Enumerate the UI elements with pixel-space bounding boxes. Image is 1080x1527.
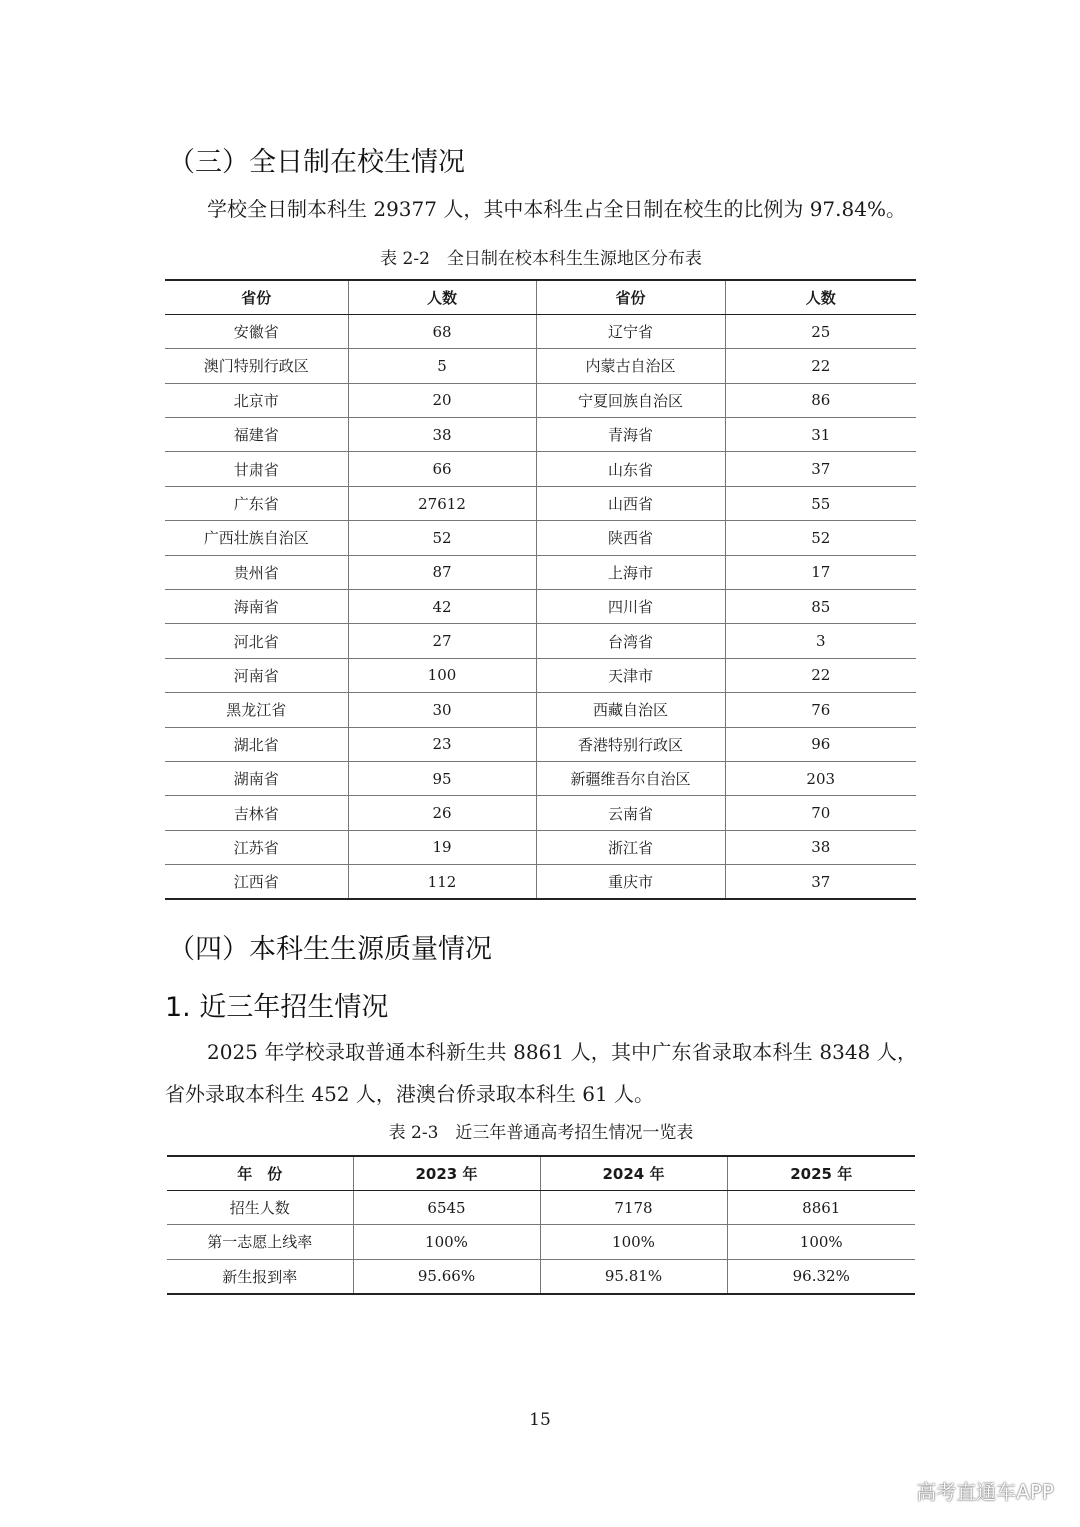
table-cell: 42 bbox=[348, 590, 536, 624]
table-cell: 112 bbox=[348, 865, 536, 899]
table-cell: 招生人数 bbox=[167, 1190, 353, 1224]
table-cell: 新生报到率 bbox=[167, 1259, 353, 1293]
table-cell: 95.81% bbox=[540, 1259, 727, 1293]
enrollment-paragraph: 2025 年学校录取普通本科新生共 8861 人，其中广东省录取本科生 8348 人，省外录取本科生 452 人，港澳台侨录取本科生 61 人。 bbox=[165, 1040, 917, 1106]
table-row bbox=[165, 486, 916, 520]
table-cell: 17 bbox=[725, 555, 916, 589]
header-count: 人数 bbox=[725, 280, 916, 314]
table-cell: 台湾省 bbox=[536, 624, 725, 658]
table-cell: 6545 bbox=[353, 1190, 540, 1224]
table-cell: 吉林省 bbox=[165, 796, 348, 830]
table-cell: 浙江省 bbox=[536, 830, 725, 864]
table-cell: 76 bbox=[725, 693, 916, 727]
table-cell: 25 bbox=[725, 314, 916, 348]
table-row bbox=[167, 1225, 915, 1259]
table-cell: 52 bbox=[725, 521, 916, 555]
header-2024: 2024 年 bbox=[540, 1156, 727, 1190]
table-cell: 新疆维吾尔自治区 bbox=[536, 761, 725, 795]
header-2023: 2023 年 bbox=[353, 1156, 540, 1190]
table-cell: 38 bbox=[348, 418, 536, 452]
table-cell: 湖南省 bbox=[165, 761, 348, 795]
table-cell: 100% bbox=[727, 1225, 915, 1259]
table-row bbox=[167, 1259, 915, 1293]
table-row bbox=[165, 796, 916, 830]
table-2-3-caption: 表 2-3 近三年普通高考招生情况一览表 bbox=[388, 1123, 694, 1143]
table-cell: 陕西省 bbox=[536, 521, 725, 555]
table-cell: 100% bbox=[540, 1225, 727, 1259]
table-row bbox=[165, 865, 916, 899]
table-cell: 广东省 bbox=[165, 486, 348, 520]
table-row bbox=[165, 383, 916, 417]
table-cell: 北京市 bbox=[165, 383, 348, 417]
table-cell: 海南省 bbox=[165, 590, 348, 624]
table-cell: 河北省 bbox=[165, 624, 348, 658]
table-cell: 70 bbox=[725, 796, 916, 830]
table-row bbox=[165, 521, 916, 555]
table-cell: 四川省 bbox=[536, 590, 725, 624]
table-cell: 澳门特别行政区 bbox=[165, 349, 348, 383]
table-cell: 30 bbox=[348, 693, 536, 727]
table-cell: 甘肃省 bbox=[165, 452, 348, 486]
table-cell: 山西省 bbox=[536, 486, 725, 520]
table-cell: 37 bbox=[725, 865, 916, 899]
table-row bbox=[165, 452, 916, 486]
table-cell: 20 bbox=[348, 383, 536, 417]
table-header-row bbox=[165, 280, 916, 314]
table-cell: 37 bbox=[725, 452, 916, 486]
table-cell: 西藏自治区 bbox=[536, 693, 725, 727]
table-cell: 第一志愿上线率 bbox=[167, 1225, 353, 1259]
table-row bbox=[165, 590, 916, 624]
table-cell: 湖北省 bbox=[165, 727, 348, 761]
table-row bbox=[165, 555, 916, 589]
header-year: 年 份 bbox=[167, 1156, 353, 1190]
table-cell: 辽宁省 bbox=[536, 314, 725, 348]
table-cell: 宁夏回族自治区 bbox=[536, 383, 725, 417]
table-cell: 贵州省 bbox=[165, 555, 348, 589]
subheading-enrollment: 1. 近三年招生情况 bbox=[165, 992, 389, 1023]
table-cell: 天津市 bbox=[536, 658, 725, 692]
table-row bbox=[165, 658, 916, 692]
table-cell: 山东省 bbox=[536, 452, 725, 486]
table-cell: 青海省 bbox=[536, 418, 725, 452]
header-province: 省份 bbox=[165, 280, 348, 314]
table-cell: 95.66% bbox=[353, 1259, 540, 1293]
table-cell: 86 bbox=[725, 383, 916, 417]
table-2-2-caption: 表 2-2 全日制在校本科生生源地区分布表 bbox=[380, 249, 702, 269]
table-cell: 52 bbox=[348, 521, 536, 555]
table-row bbox=[165, 418, 916, 452]
table-row bbox=[165, 830, 916, 864]
table-cell: 38 bbox=[725, 830, 916, 864]
table-cell: 55 bbox=[725, 486, 916, 520]
table-cell: 68 bbox=[348, 314, 536, 348]
table-cell: 重庆市 bbox=[536, 865, 725, 899]
table-row bbox=[165, 727, 916, 761]
table-cell: 7178 bbox=[540, 1190, 727, 1224]
table-cell: 上海市 bbox=[536, 555, 725, 589]
table-header-row bbox=[167, 1156, 915, 1190]
table-cell: 96.32% bbox=[727, 1259, 915, 1293]
table-cell: 203 bbox=[725, 761, 916, 795]
table-cell: 河南省 bbox=[165, 658, 348, 692]
table-cell: 100% bbox=[353, 1225, 540, 1259]
table-cell: 云南省 bbox=[536, 796, 725, 830]
table-cell: 5 bbox=[348, 349, 536, 383]
table-cell: 22 bbox=[725, 349, 916, 383]
table-cell: 85 bbox=[725, 590, 916, 624]
table-cell: 27612 bbox=[348, 486, 536, 520]
table-row bbox=[165, 624, 916, 658]
table-cell: 27 bbox=[348, 624, 536, 658]
header-2025: 2025 年 bbox=[727, 1156, 915, 1190]
table-cell: 3 bbox=[725, 624, 916, 658]
table-cell: 26 bbox=[348, 796, 536, 830]
table-cell: 95 bbox=[348, 761, 536, 795]
table-cell: 8861 bbox=[727, 1190, 915, 1224]
table-cell: 23 bbox=[348, 727, 536, 761]
table-cell: 香港特别行政区 bbox=[536, 727, 725, 761]
table-cell: 22 bbox=[725, 658, 916, 692]
table-cell: 内蒙古自治区 bbox=[536, 349, 725, 383]
header-province: 省份 bbox=[536, 280, 725, 314]
table-row bbox=[165, 761, 916, 795]
table-row bbox=[167, 1190, 915, 1224]
table-cell: 江西省 bbox=[165, 865, 348, 899]
table-cell: 福建省 bbox=[165, 418, 348, 452]
header-count: 人数 bbox=[348, 280, 536, 314]
table-cell: 96 bbox=[725, 727, 916, 761]
table-cell: 100 bbox=[348, 658, 536, 692]
section-heading-full-time-students: （三）全日制在校生情况 bbox=[168, 147, 465, 178]
table-row bbox=[165, 693, 916, 727]
watermark: 高考直通车APP bbox=[916, 1480, 1054, 1504]
enrollment-table bbox=[167, 1155, 915, 1295]
student-origin-table bbox=[165, 279, 916, 900]
full-time-students-paragraph: 学校全日制本科生 29377 人，其中本科生占全日制在校生的比例为 97.84%。 bbox=[207, 197, 906, 221]
table-cell: 江苏省 bbox=[165, 830, 348, 864]
section-heading-source-quality: （四）本科生生源质量情况 bbox=[168, 934, 492, 965]
table-cell: 31 bbox=[725, 418, 916, 452]
table-cell: 19 bbox=[348, 830, 536, 864]
table-cell: 广西壮族自治区 bbox=[165, 521, 348, 555]
table-cell: 66 bbox=[348, 452, 536, 486]
table-row bbox=[165, 349, 916, 383]
table-cell: 黑龙江省 bbox=[165, 693, 348, 727]
table-row bbox=[165, 314, 916, 348]
table-cell: 87 bbox=[348, 555, 536, 589]
table-cell: 安徽省 bbox=[165, 314, 348, 348]
page-number: 15 bbox=[529, 1410, 551, 1430]
